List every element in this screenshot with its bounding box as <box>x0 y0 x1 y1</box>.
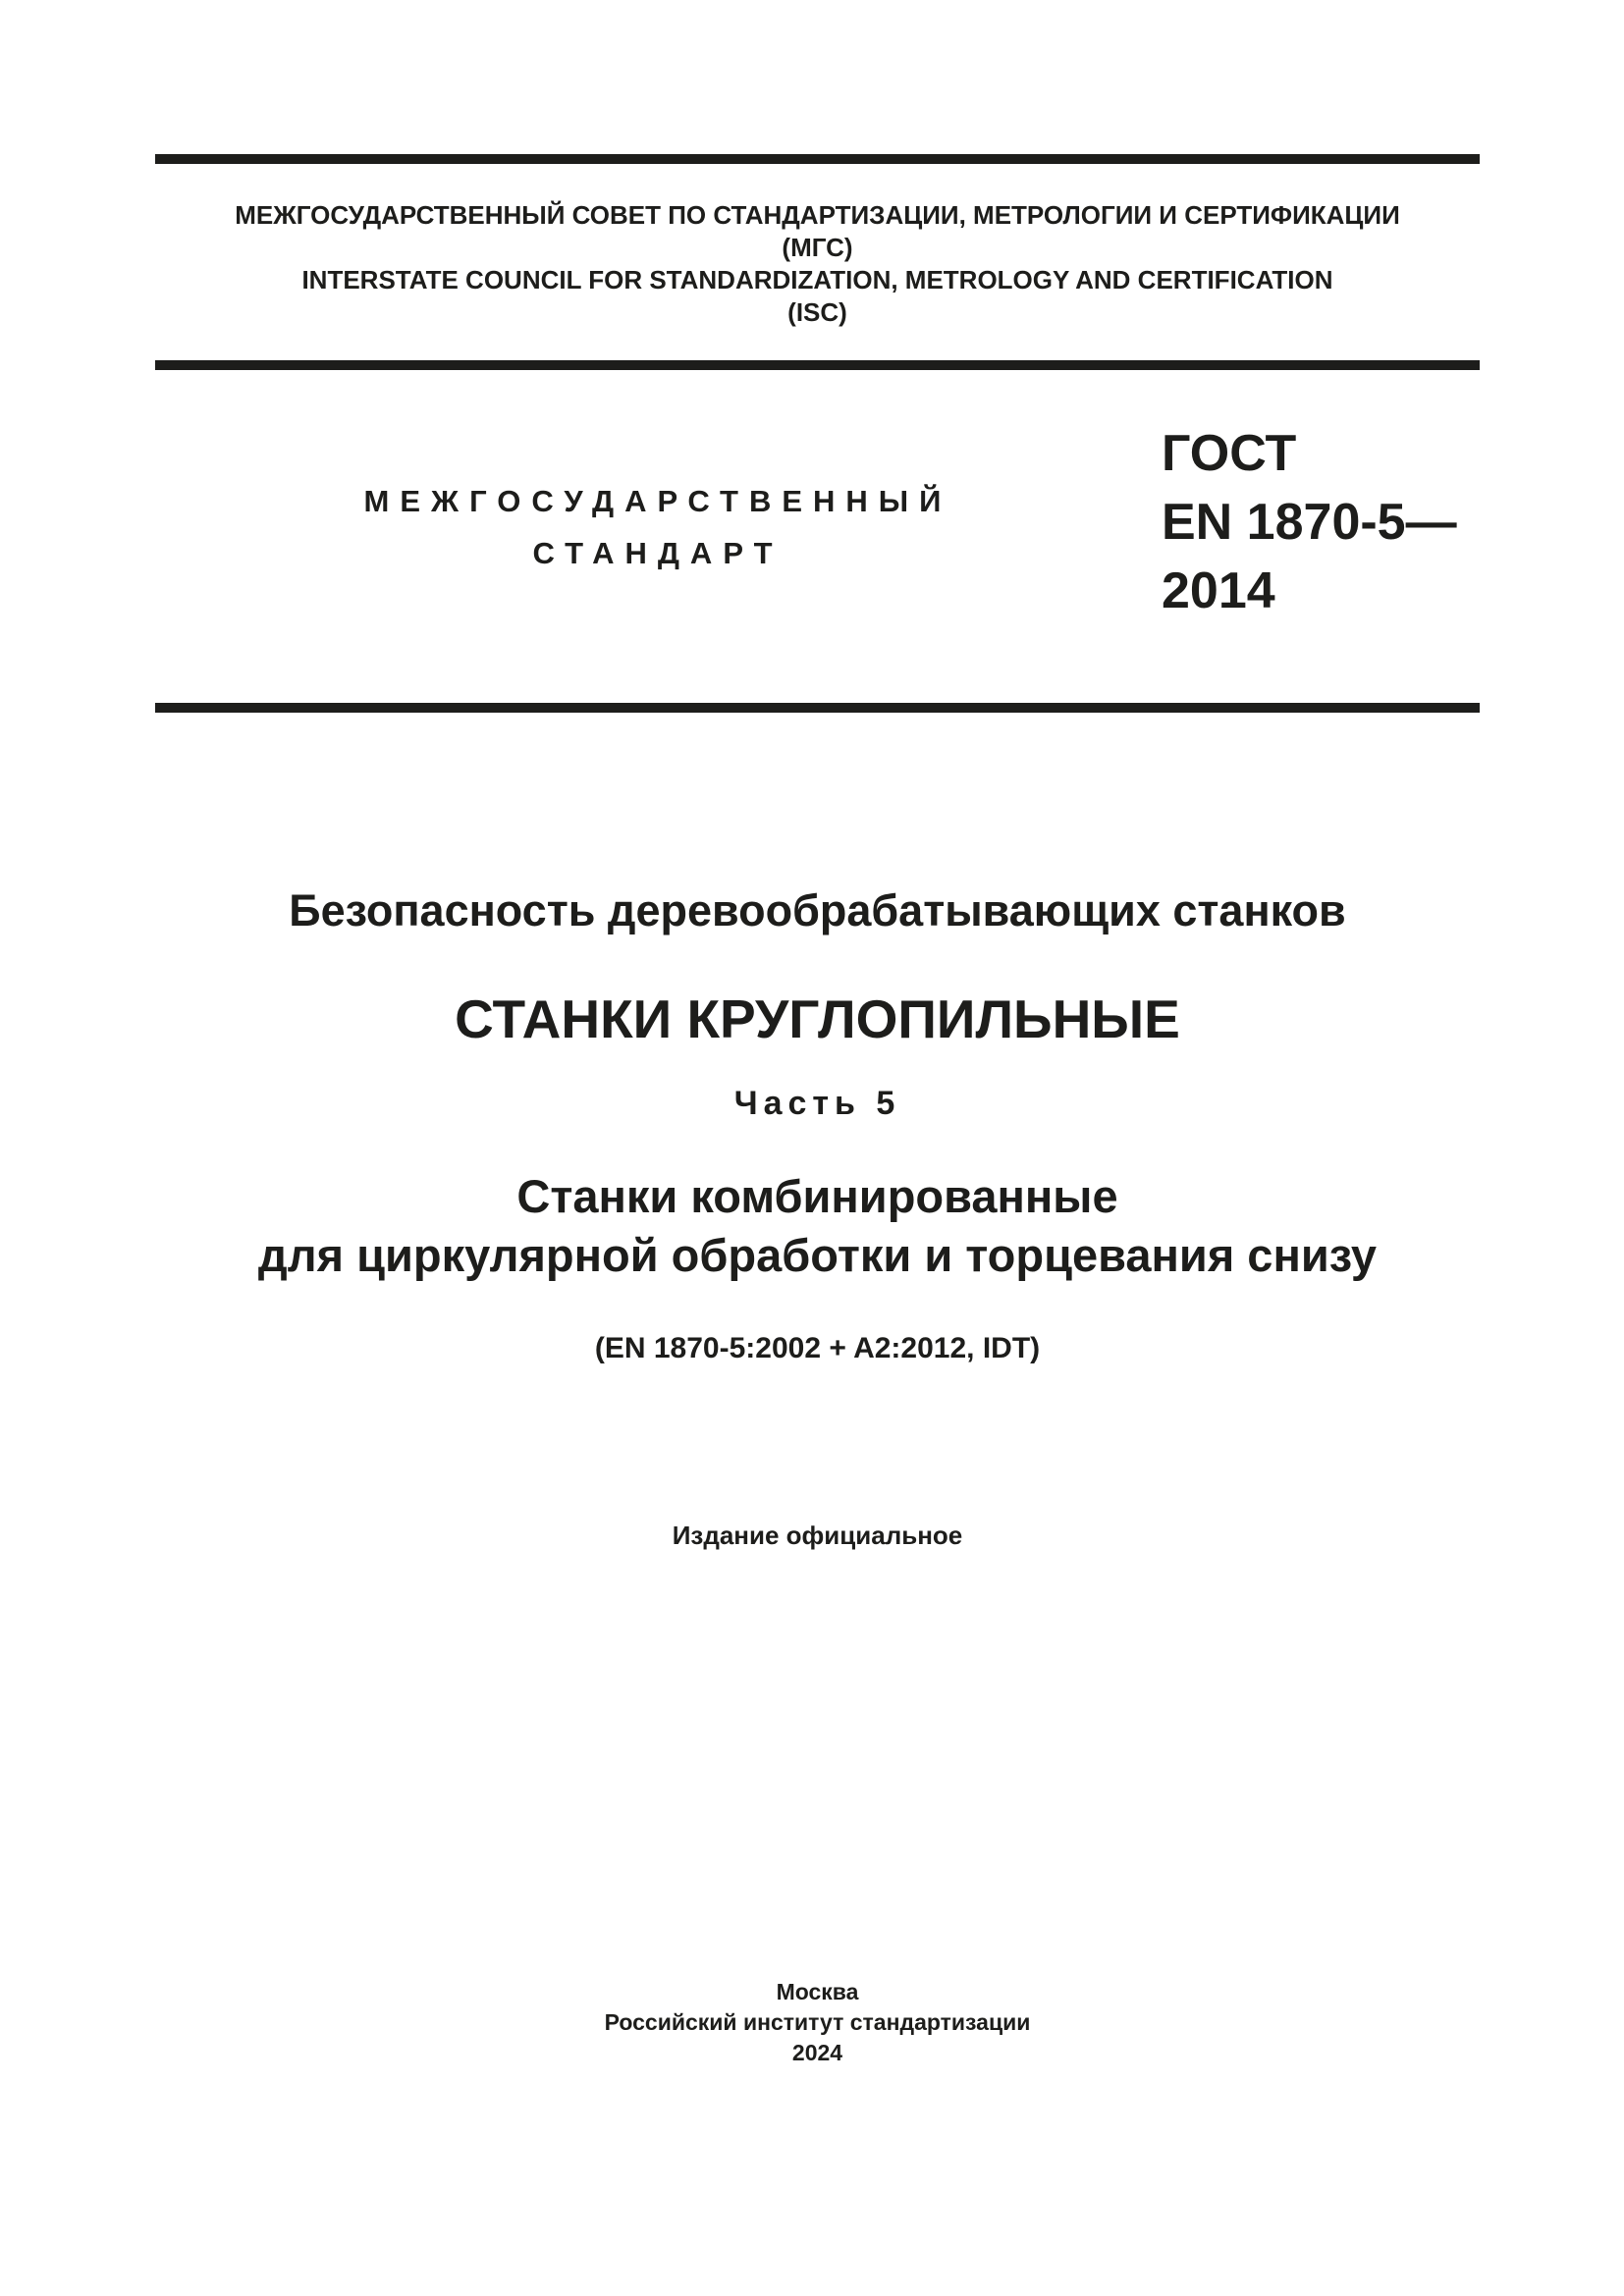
part-title: Часть 5 <box>733 1085 901 1122</box>
standard-kind-line2: СТАНДАРТ <box>532 536 784 570</box>
council-en-abbr: (ISC) <box>787 297 847 327</box>
top-rule <box>155 154 1480 164</box>
subtitle-line1: Станки комбинированные <box>516 1170 1118 1222</box>
standard-kind <box>324 475 992 579</box>
imprint-city: Москва <box>776 1979 859 2004</box>
standard-number <box>1162 419 1457 625</box>
imprint <box>155 1977 1480 2068</box>
main-title: СТАНКИ КРУГЛОПИЛЬНЫЕ <box>455 988 1180 1049</box>
identity-reference: (EN 1870-5:2002 + A2:2012, IDT) <box>594 1332 1041 1364</box>
subtitle-line2: для циркулярной обработки и торцевания снизу <box>257 1229 1378 1281</box>
designation-bottom-rule <box>155 703 1480 713</box>
standard-number-line3: 2014 <box>1162 562 1275 619</box>
general-title: Безопасность деревообрабатывающих станков <box>289 885 1346 935</box>
imprint-publisher: Российский институт стандартизации <box>604 2009 1031 2035</box>
edition-label: Издание официальное <box>672 1521 963 1550</box>
imprint-year: 2024 <box>791 2040 843 2065</box>
council-bottom-rule <box>155 360 1480 370</box>
standard-kind-line1: МЕЖГОСУДАРСТВЕННЫЙ <box>363 484 952 518</box>
council-header <box>155 199 1480 329</box>
council-ru-name: МЕЖГОСУДАРСТВЕННЫЙ СОВЕТ ПО СТАНДАРТИЗАЦИИ, МЕТРОЛОГИИ И СЕРТИФИКАЦИИ <box>235 200 1400 230</box>
council-ru-abbr: (МГС) <box>782 233 853 262</box>
council-en-name: INTERSTATE COUNCIL FOR STANDARDIZATION, METROLOGY AND CERTIFICATION <box>301 265 1333 294</box>
standard-number-line1: ГОСТ <box>1162 425 1297 482</box>
standard-number-line2: EN 1870-5— <box>1162 494 1457 551</box>
subtitle <box>155 1167 1480 1285</box>
